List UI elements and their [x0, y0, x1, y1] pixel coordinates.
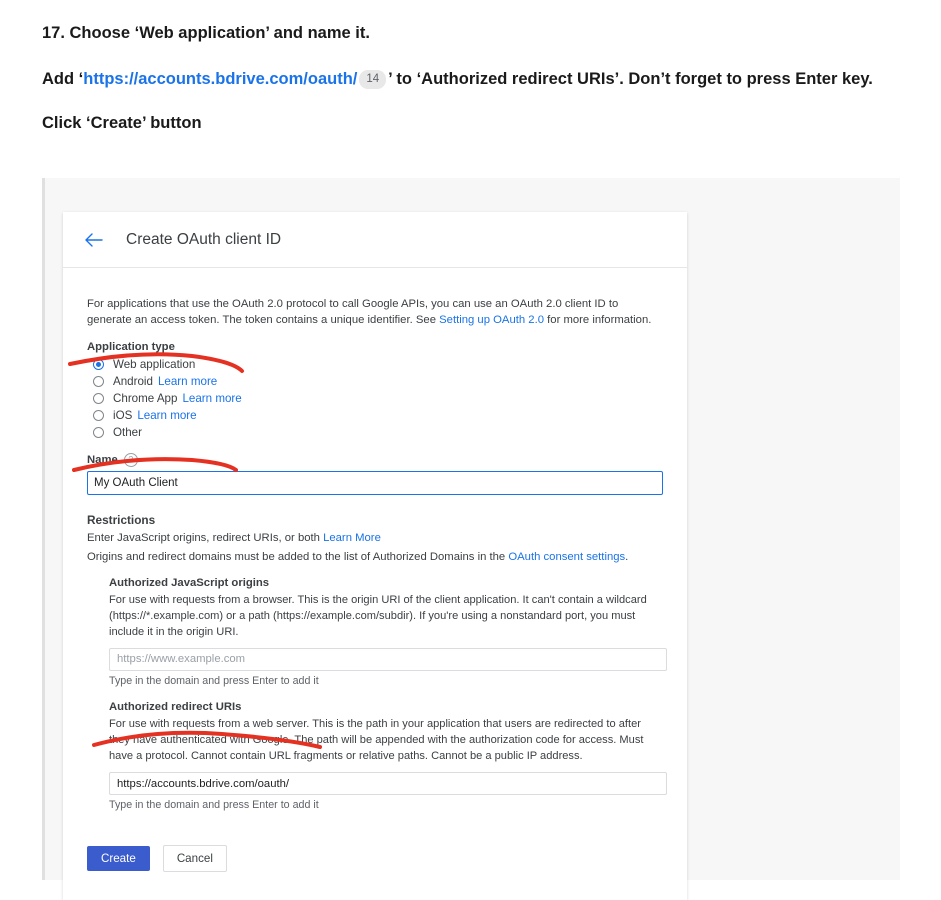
setting-up-oauth-link[interactable]: Setting up OAuth 2.0	[439, 314, 545, 327]
restrictions-line-1-prefix: Enter JavaScript origins, redirect URIs, or both	[87, 531, 324, 544]
intro-prefix: For applications that use the OAuth 2.0 protocol to call Google APIs, you can use an OAuth 2.0 client ID to generate an access token. The token contains a unique identifier. See	[87, 298, 619, 327]
dialog-title: Create OAuth client ID	[126, 230, 282, 248]
redirect-uris-title: Authorized redirect URIs	[109, 700, 242, 713]
radio-label-android[interactable]: Android	[113, 374, 153, 388]
screenshot-panel	[42, 178, 900, 880]
learn-more-link-android[interactable]: Learn more	[157, 374, 218, 388]
oauth-redirect-url-link[interactable]: https://accounts.bdrive.com/oauth/	[83, 69, 358, 88]
radio-option-web-application[interactable]	[93, 358, 663, 371]
dialog-intro-text	[87, 296, 663, 329]
radio-option-android[interactable]	[93, 375, 663, 388]
radio-icon-android[interactable]	[93, 376, 104, 387]
restrictions-line-1	[87, 532, 663, 544]
radio-label-chrome-app[interactable]: Chrome App	[113, 391, 178, 405]
javascript-origins-section	[109, 577, 663, 811]
learn-more-link-restrictions[interactable]: Learn More	[323, 531, 381, 544]
dialog-body	[63, 268, 687, 900]
character-count-badge: 14	[359, 70, 386, 89]
dialog-header	[63, 212, 687, 268]
application-type-label: Application type	[87, 340, 175, 353]
instruction-line-2-suffix: ’ to ‘Authorized redirect URIs’. Don’t forget to press Enter key.	[388, 69, 873, 88]
javascript-origins-hint: Type in the domain and press Enter to add it	[109, 674, 319, 687]
name-label-row	[87, 453, 663, 467]
restrictions-line-2-suffix: .	[625, 550, 629, 563]
name-label: Name	[87, 453, 118, 466]
radio-label-web-application[interactable]: Web application	[113, 357, 196, 371]
radio-label-other[interactable]: Other	[113, 425, 142, 439]
radio-icon-ios[interactable]	[93, 410, 104, 421]
restrictions-line-2-prefix: Origins and redirect domains must be added to the list of Authorized Domains in the	[87, 550, 509, 563]
name-input[interactable]	[87, 471, 663, 495]
radio-label-ios[interactable]: iOS	[113, 408, 133, 422]
instruction-line-2-prefix: Add ‘	[42, 69, 84, 88]
redirect-uris-hint: Type in the domain and press Enter to add it	[109, 799, 319, 812]
instruction-line-3: Click ‘Create’ button	[42, 113, 202, 132]
instructions-block	[0, 0, 941, 136]
redirect-uris-description: For use with requests from a web server. This is the path in your application that users are redirected to after they have authenticated with Google. The path will be appended with the authorization code for access. Must have a protocol. Cannot contain URL fragments or relative paths. Cannot be a public IP address.	[109, 717, 644, 763]
intro-suffix: for more information.	[544, 314, 652, 327]
arrow-left-icon[interactable]	[81, 227, 107, 253]
instruction-line-1: 17. Choose ‘Web application’ and name it.	[42, 24, 370, 42]
create-button[interactable]: Create	[87, 846, 150, 871]
oauth-consent-settings-link[interactable]: OAuth consent settings	[508, 550, 626, 563]
restrictions-line-2	[87, 551, 663, 563]
instruction-line-2	[42, 68, 901, 92]
cancel-button[interactable]: Cancel	[163, 845, 227, 872]
restrictions-title: Restrictions	[87, 512, 156, 527]
javascript-origins-input[interactable]	[109, 648, 667, 671]
radio-option-chrome-app[interactable]	[93, 392, 663, 405]
dialog-actions	[87, 845, 663, 872]
radio-icon-web-application[interactable]	[93, 359, 104, 370]
help-icon[interactable]: ?	[124, 453, 138, 467]
javascript-origins-description: For use with requests from a browser. This is the origin URI of the client application. It can't contain a wildcard (https://*.example.com) or a path (https://example.com/subdir). If you're using a nonstandard port, you must include it in the origin URI.	[109, 593, 647, 638]
create-oauth-client-dialog	[63, 212, 687, 900]
radio-option-ios[interactable]	[93, 409, 663, 422]
learn-more-link-chrome-app[interactable]: Learn more	[182, 391, 242, 405]
radio-icon-other[interactable]	[93, 427, 104, 438]
radio-option-other[interactable]	[93, 426, 663, 439]
redirect-uris-input[interactable]	[109, 772, 667, 795]
learn-more-link-ios[interactable]: Learn more	[137, 408, 197, 422]
javascript-origins-title: Authorized JavaScript origins	[109, 576, 270, 589]
radio-icon-chrome-app[interactable]	[93, 393, 104, 404]
